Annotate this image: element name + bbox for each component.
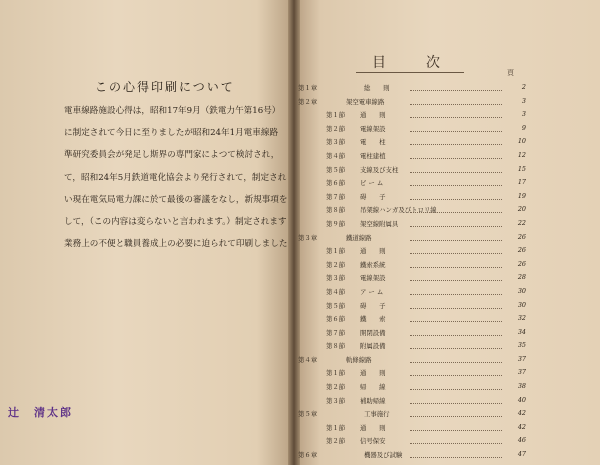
- toc-entry: [298, 109, 530, 123]
- toc-entry: [298, 408, 530, 422]
- toc-dot-leader: [410, 294, 502, 295]
- toc-entry: [298, 177, 530, 191]
- toc-entry-page: 46: [517, 436, 526, 445]
- toc-dot-leader: [410, 117, 502, 118]
- toc-entry-number: 第１節: [326, 369, 346, 378]
- toc-entry-title: 鐵 索: [360, 315, 386, 324]
- toc-entry-page: 10: [517, 137, 526, 146]
- toc-entry: [298, 313, 530, 327]
- toc-entry: [298, 232, 530, 246]
- toc-entry-title: 軌條線路: [346, 355, 372, 364]
- toc-entry-title: 補助帰線: [360, 396, 386, 405]
- toc-entry: [298, 123, 530, 137]
- toc-dot-leader: [410, 335, 502, 336]
- toc-entry-title: 工事施行: [364, 410, 390, 419]
- toc-entry: [298, 286, 530, 300]
- toc-dot-leader: [410, 362, 502, 363]
- toc-entry-page: 3: [521, 110, 526, 119]
- toc-dot-leader: [410, 240, 502, 241]
- toc-entry-title: 機器及び試験: [364, 451, 403, 460]
- toc-entry-title: 支線及び支柱: [360, 165, 399, 174]
- toc-entry-page: 34: [517, 327, 526, 336]
- toc-dot-leader: [410, 308, 502, 309]
- toc-entry-title: 電線架設: [360, 274, 386, 283]
- toc-entry-title: 帰 線: [360, 383, 386, 392]
- toc-entry-title: 碍 子: [360, 301, 386, 310]
- preface-line: 業務上の不便と職員養成上の必要に迫られて印刷しました: [64, 239, 288, 250]
- toc-entry-page: 2: [521, 83, 526, 91]
- table-of-contents: [298, 82, 530, 463]
- toc-entry-number: 第３章: [298, 233, 318, 242]
- toc-dot-leader: [410, 90, 502, 91]
- toc-entry-page: 26: [517, 232, 526, 241]
- toc-entry: [298, 150, 530, 164]
- toc-dot-leader: [410, 416, 502, 417]
- toc-entry-number: 第４節: [326, 151, 346, 160]
- toc-entry: [298, 136, 530, 150]
- toc-entry: [298, 96, 530, 110]
- toc-entry: [298, 218, 530, 232]
- toc-dot-leader: [410, 212, 502, 213]
- toc-entry: [298, 82, 530, 96]
- toc-entry: [298, 367, 530, 381]
- toc-entry-number: 第３節: [326, 138, 346, 147]
- toc-entry-title: ア ー ム: [360, 287, 384, 296]
- toc-dot-leader: [410, 280, 502, 281]
- toc-entry: [298, 204, 530, 218]
- toc-dot-leader: [410, 131, 502, 132]
- toc-entry-page: 15: [517, 164, 526, 173]
- toc-entry-number: 第１章: [298, 84, 318, 92]
- toc-entry: [298, 395, 530, 409]
- toc-entry-number: 第２節: [326, 260, 346, 269]
- toc-entry-number: 第８節: [326, 206, 346, 215]
- toc-dot-leader: [410, 226, 502, 227]
- toc-entry-title: 開閉設備: [360, 328, 386, 337]
- toc-entry-number: 第１節: [326, 111, 346, 120]
- toc-dot-leader: [410, 403, 502, 404]
- toc-entry-title: 電柱建植: [360, 151, 386, 160]
- toc-entry-number: 第８節: [326, 342, 346, 351]
- toc-entry-page: 17: [517, 178, 526, 187]
- owner-name-stamp: 辻 清太郎: [8, 406, 73, 419]
- toc-entry-title: 総 則: [364, 84, 390, 92]
- toc-title: 目次: [372, 55, 480, 71]
- toc-entry-number: 第２節: [326, 437, 346, 446]
- toc-dot-leader: [410, 253, 502, 254]
- toc-entry-page: 42: [517, 409, 526, 418]
- toc-entry-number: 第９節: [326, 219, 346, 228]
- toc-entry-page: 9: [521, 123, 526, 132]
- toc-entry-title: 電 柱: [360, 138, 386, 147]
- toc-entry-number: 第７節: [326, 328, 346, 337]
- toc-entry: [298, 354, 530, 368]
- toc-entry: [298, 259, 530, 273]
- toc-dot-leader: [410, 443, 502, 444]
- toc-entry-number: 第５節: [326, 165, 346, 174]
- toc-entry-page: 20: [517, 205, 526, 214]
- toc-entry-page: 37: [517, 368, 526, 377]
- toc-dot-leader: [410, 144, 502, 145]
- toc-entry-page: 38: [517, 382, 526, 391]
- toc-entry: [298, 164, 530, 178]
- toc-dot-leader: [410, 185, 502, 186]
- toc-entry-title: 通 則: [360, 423, 386, 432]
- toc-entry: [298, 449, 530, 463]
- page-column-label: 頁: [507, 69, 514, 77]
- toc-entry-number: 第６節: [326, 315, 346, 324]
- toc-entry-page: 28: [517, 273, 526, 282]
- toc-entry-page: 26: [517, 246, 526, 255]
- toc-entry-page: 32: [517, 314, 526, 323]
- toc-entry-number: 第１節: [326, 247, 346, 256]
- toc-entry: [298, 272, 530, 286]
- toc-entry-title: 鐵索系統: [360, 260, 386, 269]
- toc-entry-page: 3: [521, 96, 526, 105]
- toc-entry-page: 47: [517, 450, 526, 459]
- toc-entry: [298, 381, 530, 395]
- preface-title: この心得印刷について: [95, 80, 235, 94]
- toc-dot-leader: [410, 348, 502, 349]
- toc-entry: [298, 422, 530, 436]
- toc-dot-leader: [410, 104, 502, 105]
- toc-dot-leader: [410, 158, 502, 159]
- toc-entry: [298, 327, 530, 341]
- preface-line: 電車線路施設心得は，昭和17年9月（鉄電力午第16号）: [64, 106, 281, 116]
- preface-body: [64, 100, 290, 255]
- toc-entry-number: 第７節: [326, 192, 346, 201]
- toc-entry: [298, 191, 530, 205]
- toc-entry-page: 42: [517, 422, 526, 431]
- toc-dot-leader: [410, 267, 502, 268]
- toc-entry-number: 第６章: [298, 451, 318, 460]
- toc-entry-title: 信号保安: [360, 437, 386, 446]
- toc-entry-number: 第３節: [326, 274, 346, 283]
- toc-dot-leader: [410, 457, 502, 458]
- toc-entry-title: 鐵道線路: [346, 233, 372, 242]
- toc-entry-number: 第１節: [326, 423, 346, 432]
- toc-entry-title: 吊架線ハンガ及びトロリ線: [360, 206, 437, 215]
- toc-dot-leader: [410, 321, 502, 322]
- toc-dot-leader: [410, 199, 502, 200]
- toc-entry-title: ビ ー ム: [360, 179, 384, 188]
- toc-entry-page: 19: [517, 191, 526, 200]
- toc-entry-page: 35: [517, 341, 526, 350]
- toc-entry-title: 附属設備: [360, 342, 386, 351]
- toc-dot-leader: [410, 375, 502, 376]
- toc-entry-page: 30: [517, 300, 526, 309]
- toc-entry-number: 第６節: [326, 179, 346, 188]
- toc-entry: [298, 340, 530, 354]
- toc-entry: [298, 245, 530, 259]
- toc-entry-number: 第４節: [326, 287, 346, 296]
- preface-line: い現在電気局電力課に於て最後の審議をなし，新規事項を: [64, 194, 288, 205]
- toc-entry-title: 架空線附属具: [360, 219, 399, 228]
- toc-entry-number: 第２節: [326, 383, 346, 392]
- toc-entry-page: 12: [517, 150, 526, 159]
- toc-entry-page: 37: [517, 354, 526, 363]
- toc-title-underline: [356, 72, 464, 73]
- toc-dot-leader: [410, 389, 502, 390]
- preface-line: して，（この内容は変らないと言われます。）制定されます: [64, 216, 287, 227]
- toc-entry: [298, 435, 530, 449]
- toc-dot-leader: [410, 430, 502, 431]
- toc-entry-title: 通 則: [360, 369, 386, 378]
- toc-dot-leader: [410, 172, 502, 173]
- toc-entry-page: 26: [517, 259, 526, 268]
- toc-entry-number: 第５節: [326, 301, 346, 310]
- toc-entry-page: 22: [517, 218, 526, 227]
- preface-line: て，昭和24年5月鉄道電化協会より発行されて，制定され: [64, 172, 287, 183]
- preface-line: 準研究委員会が発足し斯界の専門家によつて検討され，: [64, 150, 280, 161]
- toc-entry-number: 第５章: [298, 410, 318, 419]
- toc-entry-number: 第３節: [326, 396, 346, 405]
- toc-entry-page: 30: [517, 286, 526, 295]
- toc-entry-page: 40: [517, 395, 526, 404]
- toc-entry-title: 架空電車線路: [346, 97, 385, 106]
- toc-entry: [298, 300, 530, 314]
- preface-line: に制定されて今日に至りましたが昭和24年1月電車線路: [64, 128, 279, 139]
- toc-entry-title: 碍 子: [360, 192, 386, 201]
- toc-entry-number: 第４章: [298, 355, 318, 364]
- toc-entry-title: 電線架設: [360, 124, 386, 133]
- toc-entry-title: 通 則: [360, 247, 386, 256]
- toc-entry-title: 通 則: [360, 111, 386, 120]
- toc-entry-number: 第２章: [298, 97, 318, 106]
- toc-entry-number: 第２節: [326, 124, 346, 133]
